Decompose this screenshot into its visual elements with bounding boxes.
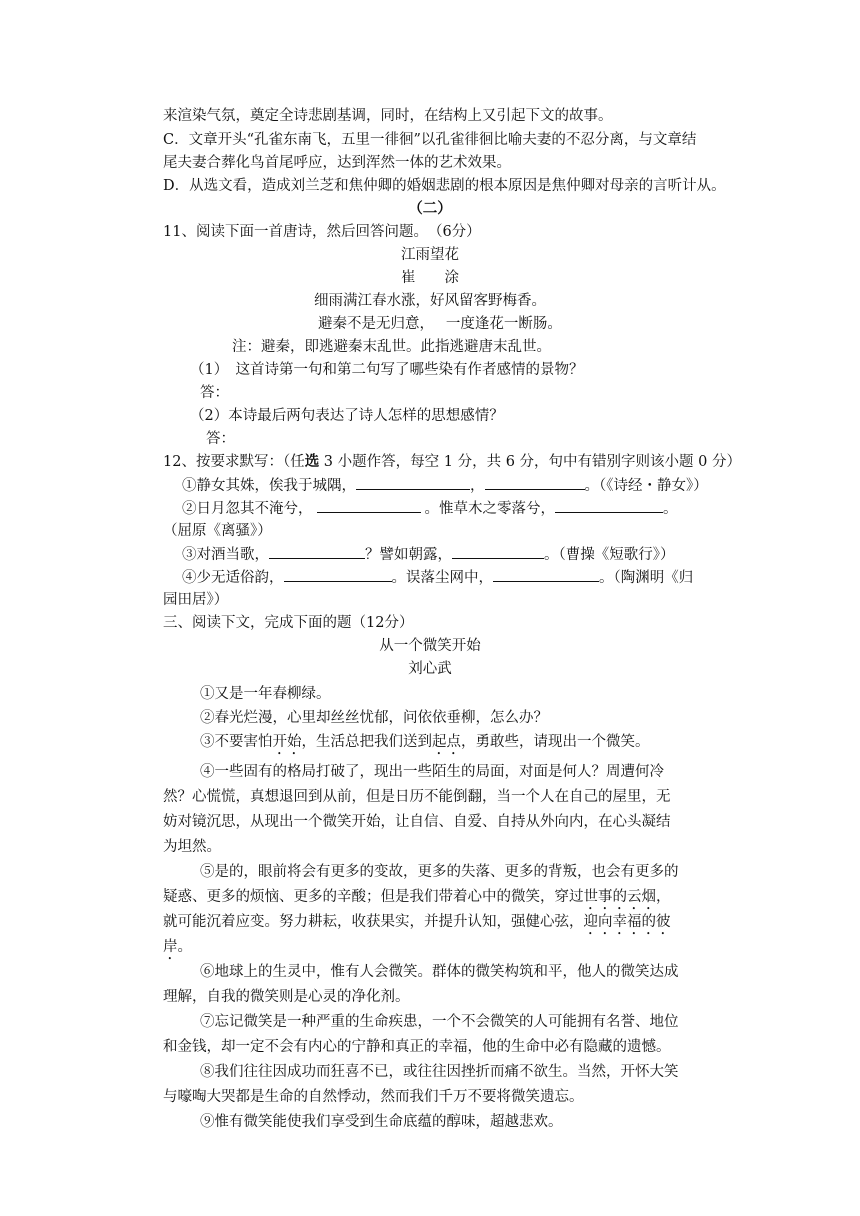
option-c-line-2: 尾夫妻合葬化鸟首尾呼应，达到浑然一体的艺术效果。: [163, 155, 511, 171]
poem-title: 江雨望花: [401, 247, 459, 263]
dictation-source: （屈原《离骚》）: [163, 523, 272, 539]
paragraph-7-line: 和金钱，却一定不会有内心的宁静和真正的幸福，他的生命中必有隐藏的遗憾。: [163, 1039, 671, 1055]
answer-blank[interactable]: [284, 567, 392, 582]
paragraph-4-line: 然？心慌慌，真想退回到从前，但是日历不能倒翻，当一个人在自己的屋里，无: [163, 789, 671, 805]
answer-blank[interactable]: [317, 498, 421, 513]
paragraph-5-line: 疑惑、更多的烦恼、更多的辛酸；但是我们带着心中的微笑，穿过世事的云烟，: [163, 889, 671, 905]
paragraph-5-line: 就可能沉着应变。努力耕耘，收获果实，并提升认知，强健心弦，迎向幸福的彼: [163, 914, 671, 930]
question-11-1: （1） 这首诗第一句和第二句写了哪些染有作者感情的景物？: [190, 362, 584, 378]
answer-blank[interactable]: [269, 544, 365, 559]
option-c-line-1: C．文章开头“孔雀东南飞，五里一徘徊”以孔雀徘徊比喻夫妻的不忍分离，与文章结: [163, 132, 697, 148]
paragraph-5-line: ⑤是的，眼前将会有更多的变故，更多的失落、更多的背叛，也会有更多的: [200, 864, 679, 880]
poem-line-1: 细雨满江春水涨，好风留客野梅香。: [314, 293, 546, 309]
text-line: 来渲染气氛，奠定全诗悲剧基调，同时，在结构上又引起下文的故事。: [163, 108, 613, 124]
paragraph-4-line: 妨对镜沉思，从现出一个微笑开始，让自信、自爱、自持从外向内，在心头凝结: [163, 814, 671, 830]
answer-blank[interactable]: [356, 475, 470, 490]
poem-line-2: 避秦不是无归意， 一度逢花一断肠。: [318, 316, 562, 332]
emphasized-text: 世事的云烟: [583, 889, 656, 905]
emphasized-text: 开始: [272, 734, 302, 750]
emphasized-text: 起点: [432, 734, 461, 750]
paragraph-8-line: 与嚎啕大哭都是生命的自然悸动，然而我们千万不要将微笑遗忘。: [163, 1089, 584, 1105]
answer-label: 答：: [200, 385, 229, 401]
poem-note: 注：避秦，即逃避秦末乱世。此指逃避唐末乱世。: [232, 339, 551, 355]
paragraph-8-line: ⑧我们往往因成功而狂喜不已，或往往因挫折而痛不欲生。当然，开怀大笑: [200, 1064, 679, 1080]
emphasized-text: 岸: [163, 939, 178, 955]
answer-blank[interactable]: [555, 498, 663, 513]
section-three-stem: 三、阅读下文，完成下面的题（12分）: [163, 615, 414, 631]
paragraph-9: ⑨惟有微笑能使我们享受到生命底蕴的醇味，超越悲欢。: [200, 1114, 563, 1130]
answer-blank[interactable]: [452, 544, 544, 559]
question-11-2: （2）本诗最后两句表达了诗人怎样的思想感情？: [190, 408, 504, 424]
paragraph-6-line: 理解，自我的微笑则是心灵的净化剂。: [163, 989, 410, 1005]
dictation-source: 园田居》）: [163, 592, 229, 608]
dictation-item-1: ①静女其姝，俟我于城隅， ， 。（《诗经・静女》）: [182, 475, 708, 496]
article-title: 从一个微笑开始: [379, 638, 481, 654]
question-12-stem: 12、按要求默写：（任选 3 小题作答，每空 1 分，共 6 分，句中有错别字则该小题 0 分）: [163, 453, 741, 470]
emphasized-text: 迎向幸福的彼: [583, 914, 671, 930]
answer-blank[interactable]: [485, 475, 585, 490]
paragraph-4-line: ④一些固有的格局打破了，现出一些陌生的局面，对面是何人？周遭何冷: [200, 764, 664, 780]
dictation-item-4: ④少无适俗韵， 。误落尘网中， 。（陶渊明《归: [182, 567, 693, 588]
paragraph-4-line: 为坦然。: [163, 839, 221, 855]
paragraph-3: ③不要害怕开始，生活总把我们送到起点，勇敢些，请现出一个微笑。: [200, 734, 650, 750]
poem-author: 崔 涂: [401, 270, 459, 286]
question-11-stem: 11、阅读下面一首唐诗，然后回答问题。 （6分）: [163, 224, 481, 240]
answer-blank[interactable]: [493, 567, 599, 582]
option-d: D．从选文看，造成刘兰芝和焦仲卿的婚姻悲剧的根本原因是焦仲卿对母亲的言听计从。: [163, 178, 726, 194]
answer-label: 答：: [206, 431, 235, 447]
paragraph-2: ②春光烂漫，心里却丝丝忧郁，问依依垂柳，怎么办？: [200, 710, 548, 726]
paragraph-5-line: 岸。: [163, 939, 192, 955]
dictation-item-2: ②日月忽其不淹兮， 。惟草木之零落兮， 。: [182, 498, 678, 519]
section-heading: （二）: [408, 200, 452, 217]
paragraph-7-line: ⑦忘记微笑是一种严重的生命疾患，一个不会微笑的人可能拥有名誉、地位: [200, 1014, 679, 1030]
article-author: 刘心武: [408, 661, 452, 677]
paragraph-6-line: ⑥地球上的生灵中，惟有人会微笑。群体的微笑构筑和平，他人的微笑达成: [200, 964, 679, 980]
paragraph-1: ①又是一年春柳绿。: [200, 686, 331, 702]
dictation-item-3: ③对酒当歌， ？譬如朝露， 。（曹操《短歌行》）: [182, 544, 675, 565]
